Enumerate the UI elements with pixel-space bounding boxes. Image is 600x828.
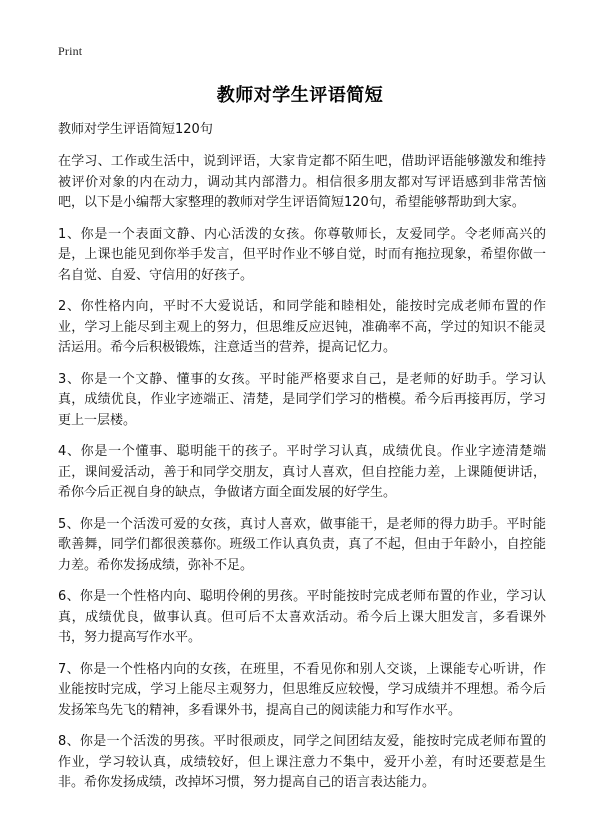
comment-paragraph-7: 7、你是一个性格内向的女孩，在班里，不看见你和别人交谈，上课能专心听讲，作业能按时完成，学习上能尽主观努力，但思维反应较慢，学习成绩并不理想。希今后发扬笨鸟先飞的精神，多看课外书，提高自己的阅读能力和写作水平。 bbox=[58, 661, 546, 718]
comment-paragraph-1: 1、你是一个表面文静、内心活泼的女孩。你尊敬师长，友爱同学。令老师高兴的是，上课也能见到你举手发言，但平时作业不够自觉，时而有拖拉现象，希望你做一名自觉、自爱、守信用的好孩子。 bbox=[58, 226, 546, 283]
document-body bbox=[58, 120, 546, 805]
comment-paragraph-3: 3、你是一个文静、懂事的女孩。平时能严格要求自己，是老师的好助手。学习认真，成绩优良，作业字迹端正、清楚，是同学们学习的楷模。希今后再接再厉，学习更上一层楼。 bbox=[58, 371, 546, 428]
comment-paragraph-2: 2、你性格内向，平时不大爱说话，和同学能和睦相处，能按时完成老师布置的作业，学习上能尽到主观上的努力，但思维反应迟钝，准确率不高，学过的知识不能灵活运用。希今后积极锻炼，注意适当的营养，提高记忆力。 bbox=[58, 299, 546, 355]
comment-paragraph-4: 4、你是一个懂事、聪明能干的孩子。平时学习认真，成绩优良。作业字迹清楚端正，课间爱活动，善于和同学交朋友，真讨人喜欢，但自控能力差，上课随便讲话，希你今后正视自身的缺点，争做诸方面全面发展的好学生。 bbox=[58, 444, 546, 500]
intro-paragraph: 在学习、工作或生活中，说到评语，大家肯定都不陌生吧，借助评语能够激发和维持被评价对象的内在动力，调动其内部潜力。相信很多朋友都对写评语感到非常苦恼吧，以下是小编帮大家整理的教师对学生评语简短120句，希望能够帮助到大家。 bbox=[58, 154, 546, 210]
print-label: Print bbox=[58, 44, 83, 58]
comment-paragraph-5: 5、你是一个活泼可爱的女孩，真讨人喜欢，做事能干，是老师的得力助手。平时能歌善舞，同学们都很羡慕你。班级工作认真负责，真了不起，但由于年龄小，自控能力差。希你发扬成绩，弥补不足。 bbox=[58, 516, 546, 573]
document-title: 教师对学生评语简短 bbox=[216, 85, 384, 106]
document-subtitle: 教师对学生评语简短120句 bbox=[58, 122, 213, 137]
comment-paragraph-8: 8、你是一个活泼的男孩。平时很顽皮，同学之间团结友爱，能按时完成老师布置的作业，学习较认真，成绩较好，但上课注意力不集中，爱开小差，有时还要惹是生非。希你发扬成绩，改掉坏习惯，努力提高自己的语言表达能力。 bbox=[58, 734, 546, 790]
comment-paragraph-6: 6、你是一个性格内向、聪明伶俐的男孩。平时能按时完成老师布置的作业，学习认真，成绩优良，做事认真。但可后不太喜欢活动。希今后上课大胆发言，多看课外书，努力提高写作水平。 bbox=[58, 589, 546, 645]
